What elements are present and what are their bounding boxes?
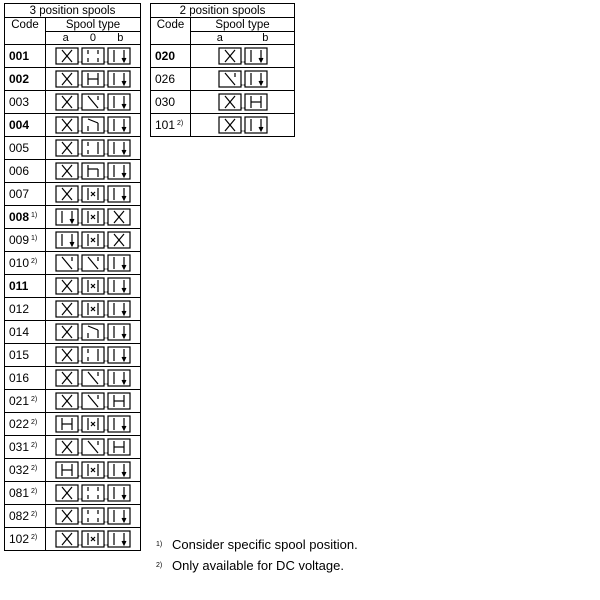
spool-position-box	[245, 117, 267, 133]
spool-symbol	[46, 344, 141, 367]
spool-symbol-icon	[54, 392, 132, 410]
spool-position-box	[108, 163, 130, 179]
position-label-a: a	[62, 32, 69, 44]
spool-symbol	[191, 45, 295, 68]
spool-symbol	[46, 367, 141, 390]
spool-type-column-header: Spool type	[191, 18, 295, 32]
spool-code	[5, 482, 46, 505]
table-row	[5, 298, 141, 321]
spool-symbol	[46, 68, 141, 91]
spool-position-box	[56, 186, 78, 202]
spool-symbol	[191, 114, 295, 137]
table-row	[5, 344, 141, 367]
table-title: 3 position spools	[5, 4, 141, 18]
footnotes	[156, 534, 358, 576]
spool-code	[5, 229, 46, 252]
spool-code-value: 021	[9, 394, 30, 408]
table-row	[5, 137, 141, 160]
spool-position-box	[82, 301, 104, 317]
spool-symbol	[46, 298, 141, 321]
spool-position-box	[56, 508, 78, 524]
spool-position-box	[108, 347, 130, 363]
spool-position-box	[56, 416, 78, 432]
spool-position-box	[108, 485, 130, 501]
code-column-header: Code	[151, 18, 191, 32]
spool-code	[5, 275, 46, 298]
spool-code-value: 026	[155, 72, 176, 86]
table-row	[5, 367, 141, 390]
spool-position-box	[108, 531, 130, 547]
spool-code-value: 010	[9, 256, 30, 270]
footnote-text: Only available for DC voltage.	[172, 558, 344, 573]
spool-position-box	[245, 71, 267, 87]
footnote-ref: 2)	[31, 442, 38, 449]
spool-symbol-icon	[217, 93, 269, 111]
two-position-spool-table	[150, 3, 295, 137]
spool-position-box	[82, 117, 104, 133]
spool-position-box	[108, 278, 130, 294]
footnote-ref: 2)	[31, 511, 38, 518]
table-row	[5, 183, 141, 206]
three-position-rows	[5, 45, 141, 551]
spool-code-value: 015	[9, 348, 30, 362]
spool-code-value: 101	[155, 118, 176, 132]
spool-position-box	[108, 48, 130, 64]
spool-code-value: 006	[9, 164, 30, 178]
spool-symbol-icon	[217, 116, 269, 134]
footnote-ref: 2)	[31, 396, 38, 403]
spool-position-box	[82, 278, 104, 294]
code-column-header: Code	[5, 18, 46, 32]
table-row	[151, 68, 295, 91]
spool-symbol-icon	[54, 254, 132, 272]
spool-symbol	[46, 137, 141, 160]
table-row	[5, 114, 141, 137]
spool-position-box	[108, 301, 130, 317]
spool-symbol	[46, 505, 141, 528]
spool-position-box	[56, 94, 78, 110]
position-label-b: b	[262, 32, 269, 44]
spool-code-value: 011	[9, 279, 29, 293]
spool-position-box	[56, 485, 78, 501]
spool-code	[5, 137, 46, 160]
spool-position-box	[56, 393, 78, 409]
spool-position-box	[108, 255, 130, 271]
spool-position-box	[82, 508, 104, 524]
footnote-ref: 2)	[31, 465, 38, 472]
spool-code-value: 082	[9, 509, 30, 523]
spool-symbol-icon	[54, 461, 132, 479]
spool-symbol-icon	[54, 162, 132, 180]
code-column-header-spacer	[5, 32, 46, 45]
spool-position-box	[245, 94, 267, 110]
spool-code	[5, 367, 46, 390]
spool-position-box	[56, 140, 78, 156]
spool-symbol	[46, 91, 141, 114]
spool-symbol	[46, 390, 141, 413]
spool-position-box	[108, 324, 130, 340]
spool-position-box	[56, 531, 78, 547]
spool-position-box	[219, 71, 241, 87]
spool-symbol-icon	[54, 300, 132, 318]
spool-code-value: 012	[9, 302, 30, 316]
spool-position-box	[82, 370, 104, 386]
spool-code-value: 032	[9, 463, 30, 477]
spool-position-box	[82, 232, 104, 248]
spool-position-box	[108, 232, 130, 248]
spool-code-value: 007	[9, 187, 30, 201]
spool-code	[5, 183, 46, 206]
spool-symbol-icon	[54, 323, 132, 341]
spool-position-box	[56, 324, 78, 340]
spool-symbol	[46, 482, 141, 505]
spool-code-value: 016	[9, 371, 30, 385]
table-row	[5, 91, 141, 114]
spool-symbol-icon	[54, 484, 132, 502]
spool-symbol	[46, 229, 141, 252]
spool-position-box	[56, 71, 78, 87]
spool-position-box	[56, 439, 78, 455]
spool-code-value: 009	[9, 233, 30, 247]
spool-position-box	[82, 94, 104, 110]
spool-symbol	[46, 413, 141, 436]
spool-symbol-icon	[54, 47, 132, 65]
spool-position-box	[108, 94, 130, 110]
spool-position-box	[56, 209, 78, 225]
spool-symbol-icon	[54, 530, 132, 548]
spool-code-value: 004	[9, 118, 30, 132]
spool-position-box	[82, 255, 104, 271]
spool-position-box	[56, 163, 78, 179]
spool-position-box	[82, 140, 104, 156]
spool-code	[5, 344, 46, 367]
spool-code	[5, 68, 46, 91]
spool-position-box	[56, 278, 78, 294]
spool-position-box	[82, 347, 104, 363]
spool-code	[5, 45, 46, 68]
spool-code	[5, 505, 46, 528]
footnote-ref: 2)	[31, 419, 38, 426]
position-label-a: a	[216, 32, 223, 44]
spool-position-box	[82, 71, 104, 87]
spool-code	[5, 114, 46, 137]
spool-code-value: 022	[9, 417, 30, 431]
spool-position-box	[108, 186, 130, 202]
table-row	[5, 68, 141, 91]
table-row	[5, 528, 141, 551]
spool-code	[151, 114, 191, 137]
spool-symbol-icon	[54, 369, 132, 387]
spool-code	[151, 91, 191, 114]
spool-symbol-icon	[54, 346, 132, 364]
footnote-mark: 2)	[156, 562, 163, 569]
spool-code	[5, 413, 46, 436]
spool-position-box	[56, 462, 78, 478]
spool-symbol	[46, 459, 141, 482]
spool-symbol	[46, 528, 141, 551]
spool-code-value: 020	[155, 49, 176, 63]
spool-position-box	[108, 140, 130, 156]
footnote	[156, 555, 358, 576]
footnote-mark: 1)	[156, 541, 163, 548]
spool-symbol	[191, 91, 295, 114]
spool-position-box	[82, 462, 104, 478]
position-labels	[46, 32, 141, 45]
spool-code	[5, 252, 46, 275]
spool-code-value: 031	[9, 440, 30, 454]
spool-position-box	[56, 347, 78, 363]
spool-code-value: 002	[9, 72, 30, 86]
spool-type-column-header: Spool type	[46, 18, 141, 32]
spool-position-box	[108, 508, 130, 524]
spool-position-box	[219, 94, 241, 110]
spool-code	[151, 68, 191, 91]
spool-symbol	[46, 436, 141, 459]
spool-position-box	[56, 255, 78, 271]
table-row	[151, 114, 295, 137]
spool-position-box	[108, 209, 130, 225]
footnote-text: Consider specific spool position.	[172, 537, 358, 552]
spool-code	[5, 436, 46, 459]
spool-code-value: 102	[9, 532, 30, 546]
spool-code	[5, 206, 46, 229]
spool-position-box	[108, 71, 130, 87]
spool-position-box	[108, 393, 130, 409]
spool-position-box	[82, 393, 104, 409]
spool-position-box	[82, 324, 104, 340]
spool-position-box	[56, 370, 78, 386]
spool-position-box	[108, 370, 130, 386]
spool-symbol	[46, 275, 141, 298]
spool-code	[5, 321, 46, 344]
spool-position-box	[82, 186, 104, 202]
spool-symbol-icon	[54, 185, 132, 203]
footnote-ref: 2)	[31, 488, 38, 495]
spool-position-box	[82, 485, 104, 501]
spool-position-box	[56, 117, 78, 133]
spool-code-value: 005	[9, 141, 30, 155]
table-row	[5, 252, 141, 275]
table-row	[151, 45, 295, 68]
spool-position-box	[82, 48, 104, 64]
spool-position-box	[108, 439, 130, 455]
spool-code	[5, 528, 46, 551]
spool-code-value: 014	[9, 325, 30, 339]
code-column-header-spacer	[151, 32, 191, 45]
position-label-0: 0	[89, 32, 97, 44]
spool-position-box	[56, 48, 78, 64]
spool-symbol-icon	[54, 415, 132, 433]
spool-code-value: 003	[9, 95, 30, 109]
table-row	[5, 505, 141, 528]
spool-symbol-icon	[54, 277, 132, 295]
table-row	[5, 206, 141, 229]
table-row	[5, 321, 141, 344]
footnote-ref: 1)	[31, 212, 38, 219]
table-row	[5, 229, 141, 252]
spool-symbol-icon	[54, 231, 132, 249]
spool-position-box	[245, 48, 267, 64]
spool-symbol-icon	[54, 438, 132, 456]
two-position-rows	[151, 45, 295, 137]
spool-position-box	[82, 416, 104, 432]
spool-symbol-icon	[54, 70, 132, 88]
spool-symbol-icon	[217, 70, 269, 88]
spool-symbol-icon	[54, 93, 132, 111]
table-row	[5, 413, 141, 436]
table-row	[5, 436, 141, 459]
spool-symbol	[46, 183, 141, 206]
spool-symbol	[46, 45, 141, 68]
spool-code	[5, 459, 46, 482]
spool-position-box	[108, 416, 130, 432]
spool-symbol	[191, 68, 295, 91]
spool-position-box	[82, 439, 104, 455]
spool-position-box	[56, 301, 78, 317]
spool-code	[151, 45, 191, 68]
spool-symbol-icon	[54, 139, 132, 157]
spool-symbol	[46, 114, 141, 137]
footnote-ref: 1)	[31, 235, 38, 242]
three-position-spool-table	[4, 3, 141, 551]
spool-code-value: 008	[9, 210, 30, 224]
footnote-ref: 2)	[31, 258, 38, 265]
table-row	[5, 45, 141, 68]
table-row	[151, 91, 295, 114]
spool-symbol-icon	[217, 47, 269, 65]
spool-code	[5, 298, 46, 321]
spool-position-box	[82, 531, 104, 547]
table-title: 2 position spools	[151, 4, 295, 18]
spool-symbol-icon	[54, 116, 132, 134]
table-row	[5, 390, 141, 413]
spool-position-box	[82, 163, 104, 179]
table-row	[5, 275, 141, 298]
spool-position-box	[219, 117, 241, 133]
spool-symbol	[46, 206, 141, 229]
footnote-ref: 2)	[31, 534, 38, 541]
spool-code-value: 081	[9, 486, 30, 500]
spool-code-value: 001	[9, 49, 30, 63]
position-label-b: b	[117, 32, 124, 44]
footnote-ref: 2)	[177, 120, 184, 127]
spool-symbol-icon	[54, 208, 132, 226]
table-row	[5, 482, 141, 505]
spool-symbol	[46, 252, 141, 275]
spool-code	[5, 160, 46, 183]
position-labels	[191, 32, 295, 45]
spool-position-box	[108, 117, 130, 133]
spool-code-value: 030	[155, 95, 176, 109]
footnote	[156, 534, 358, 555]
table-row	[5, 459, 141, 482]
spool-code	[5, 91, 46, 114]
spool-symbol-icon	[54, 507, 132, 525]
spool-position-box	[56, 232, 78, 248]
spool-position-box	[108, 462, 130, 478]
spool-position-box	[219, 48, 241, 64]
spool-position-box	[82, 209, 104, 225]
spool-symbol	[46, 160, 141, 183]
table-row	[5, 160, 141, 183]
spool-code	[5, 390, 46, 413]
spool-symbol	[46, 321, 141, 344]
